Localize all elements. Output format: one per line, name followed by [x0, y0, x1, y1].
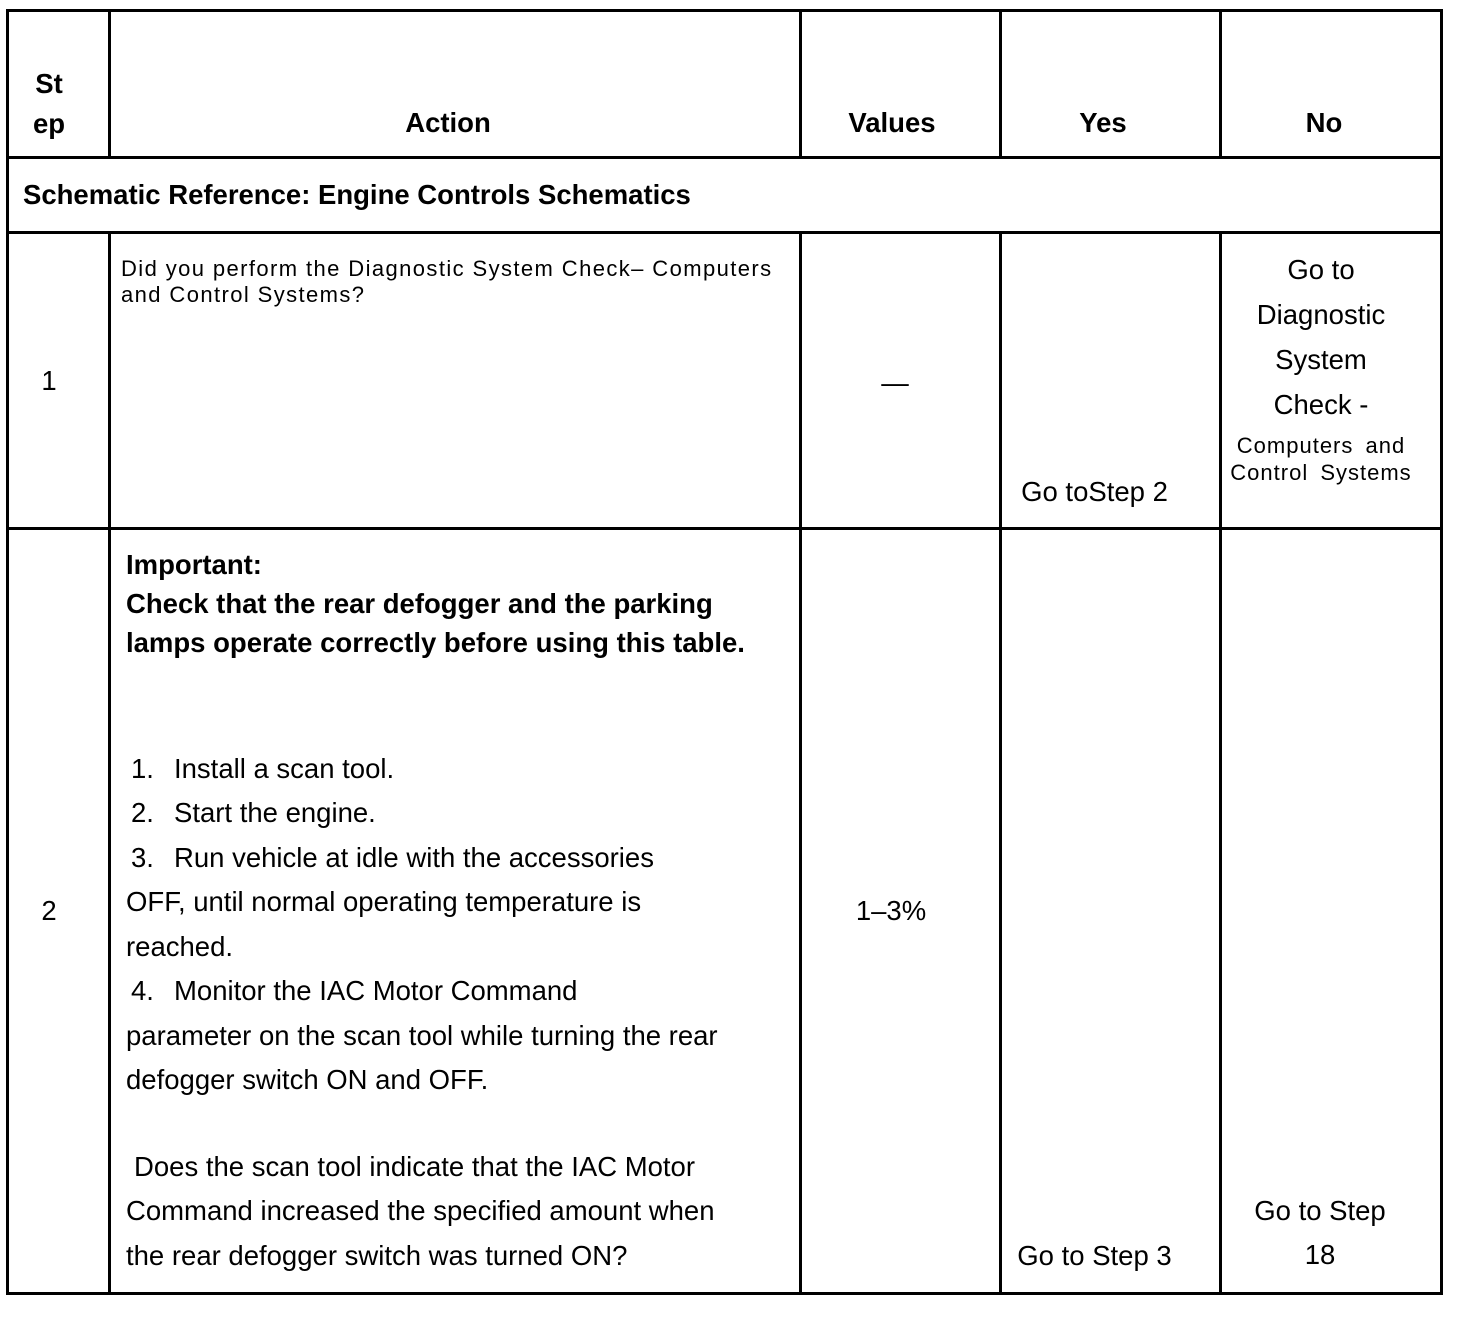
- no-link-line: Go to: [1287, 253, 1355, 285]
- important-line: lamps operate correctly before using this table.: [126, 626, 745, 658]
- yes-goto-step-2-link[interactable]: Go toStep 2: [1021, 476, 1168, 507]
- table-row-2-values-cell: [802, 530, 1002, 1295]
- question-line: the rear defogger switch was turned ON?: [126, 1239, 628, 1271]
- table-row-1-no-cell: [1222, 234, 1443, 530]
- header-values-cell: [802, 12, 1002, 159]
- action-text: [121, 256, 773, 308]
- question-text: [126, 1145, 715, 1279]
- procedure-steps: [126, 747, 718, 1103]
- important-line: Check that the rear defogger and the parking: [126, 587, 713, 619]
- list-item: [126, 969, 718, 1014]
- table-row-1-yes-cell: [1002, 234, 1222, 530]
- no-link-small-line: Computers and: [1236, 432, 1406, 458]
- header-action: Action: [405, 107, 491, 138]
- no-link-subtitle[interactable]: [1222, 432, 1420, 486]
- important-note: [126, 545, 745, 662]
- no-link-small-line: Control Systems: [1230, 459, 1412, 485]
- no-link-line: Diagnostic: [1256, 298, 1386, 330]
- yes-goto-step-3-link[interactable]: Go to Step 3: [1017, 1240, 1172, 1271]
- schematic-reference: Schematic Reference: Engine Controls Schematics: [23, 179, 691, 210]
- list-item-continuation: defogger switch ON and OFF.: [126, 1064, 489, 1096]
- no-link-line: Check -: [1273, 388, 1369, 420]
- header-step-cell: [9, 12, 111, 159]
- table-row-1-step-cell: [9, 234, 111, 530]
- action-line: Did you perform the Diagnostic System Check– Computers: [121, 256, 773, 281]
- list-item-continuation: OFF, until normal operating temperature is: [126, 886, 642, 918]
- values-text: —: [881, 367, 909, 398]
- list-item-text: Install a scan tool.: [174, 752, 395, 784]
- list-item-text: Monitor the IAC Motor Command: [174, 975, 578, 1007]
- list-item-text: Run vehicle at idle with the accessories: [174, 841, 654, 873]
- table-row-1-action-cell: [111, 234, 802, 530]
- action-line: and Control Systems?: [121, 282, 366, 307]
- values-text: 1–3%: [855, 895, 927, 926]
- table-row-2-no-cell: [1222, 530, 1443, 1295]
- table-row-2-action-cell: [111, 530, 802, 1295]
- important-label: Important:: [126, 548, 262, 580]
- list-item-number: 2.: [131, 797, 154, 829]
- header-step: [9, 64, 89, 144]
- list-item: [126, 836, 718, 881]
- header-step-line: St: [35, 68, 63, 99]
- list-item-number: 4.: [131, 975, 154, 1007]
- list-item-continuation: reached.: [126, 930, 234, 962]
- schematic-reference-row: [9, 159, 1443, 234]
- list-item-number: 1.: [131, 752, 154, 784]
- header-values: Values: [848, 107, 936, 138]
- table-row-2-yes-cell: [1002, 530, 1222, 1295]
- header-action-cell: [111, 12, 802, 159]
- step-number: 2: [41, 895, 57, 926]
- header-no-cell: [1222, 12, 1443, 159]
- no-goto-diagnostic-system-check-link[interactable]: [1222, 247, 1420, 427]
- step-number: 1: [41, 365, 57, 396]
- header-step-line: ep: [32, 108, 66, 139]
- table-row-1-values-cell: [802, 234, 1002, 530]
- no-link-line: 18: [1304, 1239, 1336, 1271]
- list-item-continuation: parameter on the scan tool while turning the rear: [126, 1019, 718, 1051]
- question-line: Command increased the specified amount when: [126, 1195, 715, 1227]
- no-link-line: System: [1275, 343, 1367, 375]
- table-row-2-step-cell: [9, 530, 111, 1295]
- list-item-text: Start the engine.: [174, 797, 376, 829]
- no-link-line: Go to Step: [1254, 1194, 1386, 1226]
- list-item: [126, 747, 718, 792]
- header-yes-cell: [1002, 12, 1222, 159]
- list-item: [126, 791, 718, 836]
- list-item-number: 3.: [131, 841, 154, 873]
- no-goto-step-18-link[interactable]: [1222, 1189, 1418, 1278]
- header-yes: Yes: [1079, 107, 1127, 138]
- header-no: No: [1305, 107, 1343, 138]
- question-line: Does the scan tool indicate that the IAC Motor: [134, 1150, 695, 1182]
